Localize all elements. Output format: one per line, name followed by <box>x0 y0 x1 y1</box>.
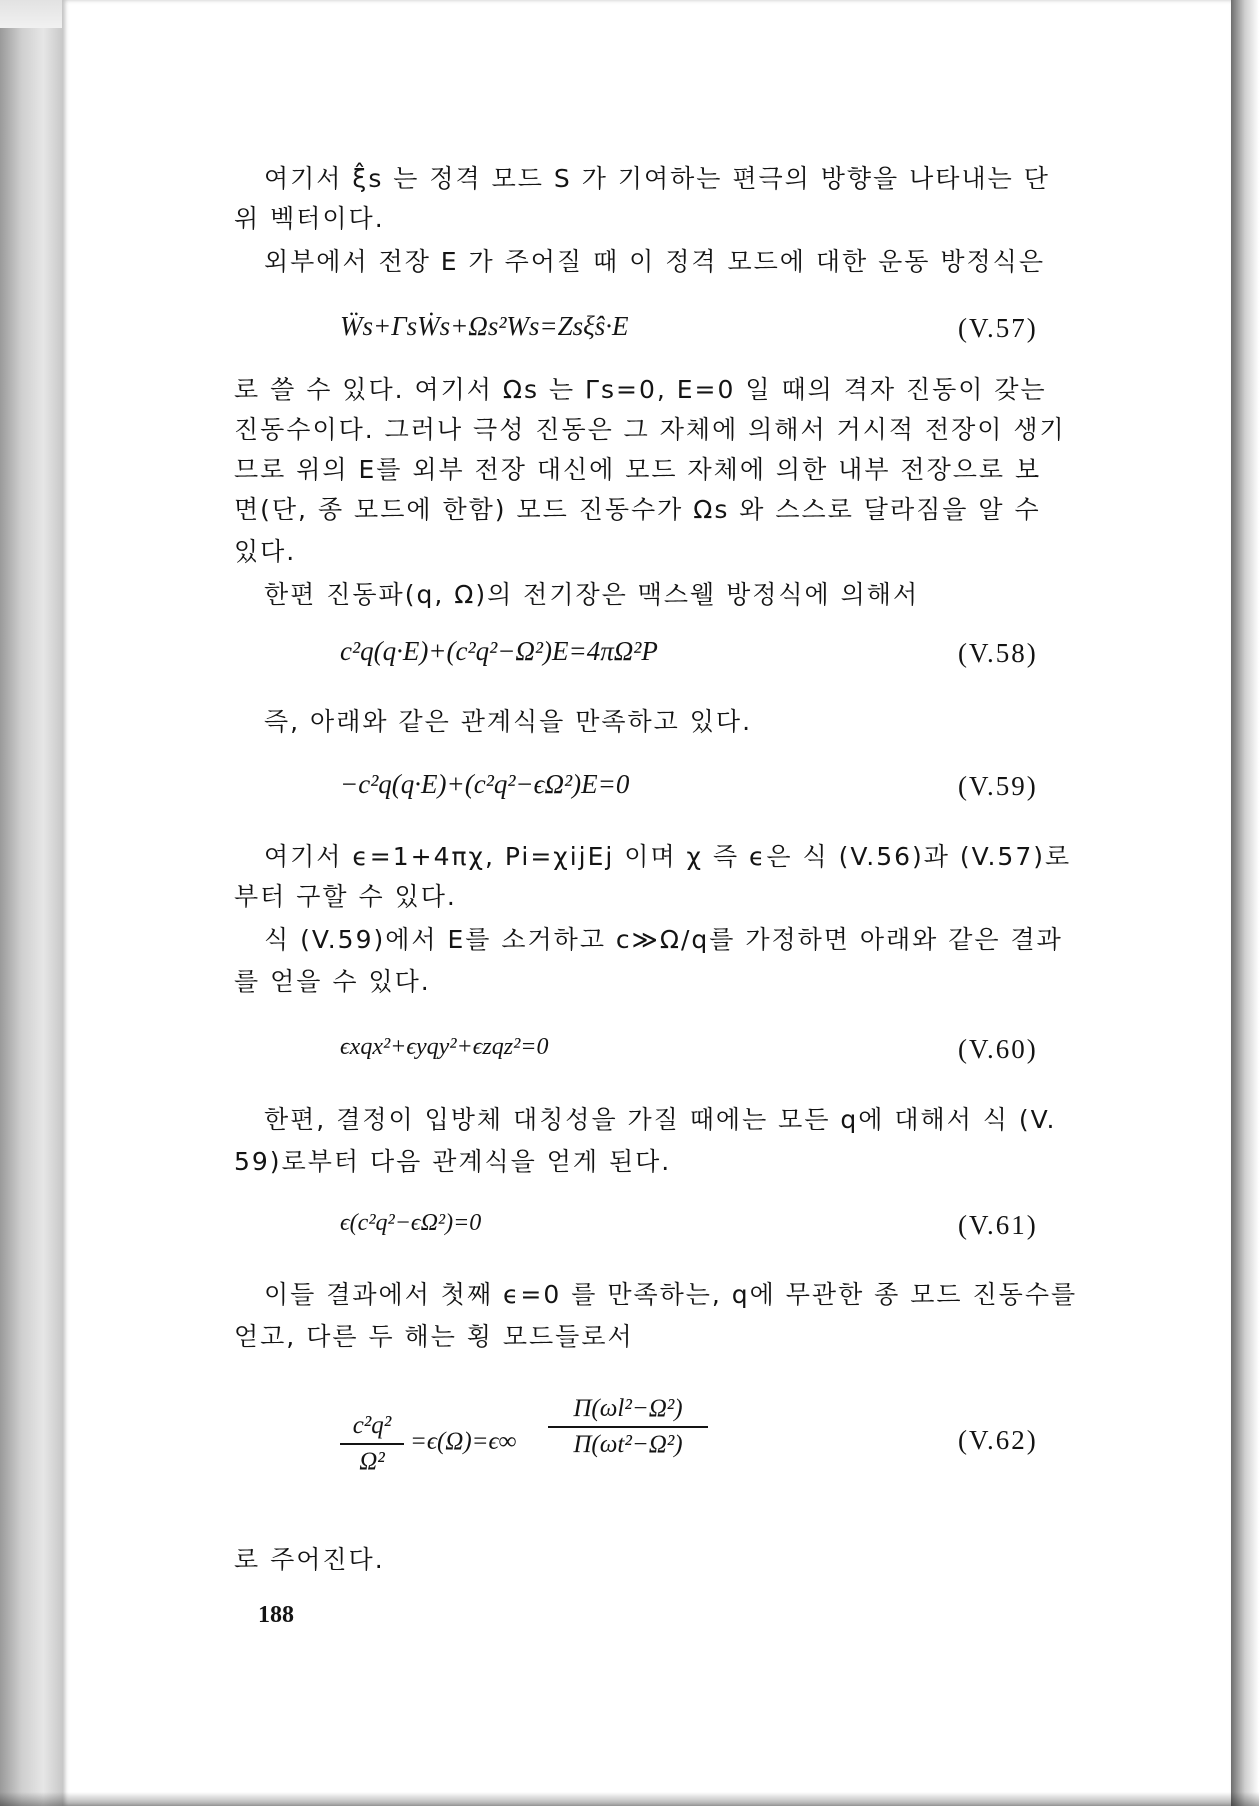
fraction-numerator: Π(ωl²−Ω²) <box>573 1395 683 1422</box>
equation-v59: −c²q(q·E)+(c²q²−ϵΩ²)E=0 <box>340 769 630 799</box>
fraction-bar <box>548 1426 708 1428</box>
fraction-denominator: Π(ωt²−Ω²) <box>573 1431 683 1458</box>
page-bottom-shadow <box>0 1792 1259 1806</box>
equation-number: (V.60) <box>958 1034 1038 1064</box>
paragraph-line: 위 벡터이다. <box>234 204 385 233</box>
paragraph-line: 식 (V.59)에서 E를 소거하고 c≫Ω/q를 가정하면 아래와 같은 결과 <box>264 925 1063 954</box>
paragraph-line: 있다. <box>234 537 297 566</box>
fraction-denominator: Ω² <box>359 1448 385 1475</box>
equation-number: (V.58) <box>958 638 1038 668</box>
paragraph-line: 외부에서 전장 E 가 주어질 때 이 정격 모드에 대한 운동 방정식은 <box>264 247 1045 276</box>
paragraph-line: 므로 위의 E를 외부 전장 대신에 모드 자체에 의한 내부 전장으로 보 <box>234 455 1042 484</box>
equation-v57: Ẅs+ΓsẆs+Ωs²Ws=Zsξ̂s·E <box>340 311 629 341</box>
page-number: 188 <box>258 1602 294 1628</box>
paragraph-line: 즉, 아래와 같은 관계식을 만족하고 있다. <box>264 707 753 736</box>
equation-v60: ϵxqx²+ϵyqy²+ϵzqz²=0 <box>340 1034 549 1060</box>
paragraph-line: 로 쓸 수 있다. 여기서 Ωs 는 Γs=0, E=0 일 때의 격자 진동이 갖는 <box>234 375 1047 404</box>
equation-v62-rhs-fraction <box>548 1395 708 1459</box>
fraction-bar <box>340 1443 404 1445</box>
paragraph-line: 면(단, 종 모드에 한함) 모드 진동수가 Ωs 와 스스로 달라짐을 알 수 <box>234 495 1041 524</box>
paragraph-line: 59)로부터 다음 관계식을 얻게 된다. <box>234 1147 672 1176</box>
paragraph-line: 여기서 ξ̂s 는 정격 모드 S 가 기여하는 편극의 방향을 나타내는 단 <box>264 164 1050 193</box>
paragraph-line: 부터 구할 수 있다. <box>234 882 457 911</box>
equation-number: (V.61) <box>958 1210 1038 1240</box>
paragraph-line: 한편 진동파(q, Ω)의 전기장은 맥스웰 방정식에 의해서 <box>264 580 920 609</box>
equation-v62-lhs-fraction <box>340 1412 404 1476</box>
paragraph-line: 한편, 결정이 입방체 대칭성을 가질 때에는 모든 q에 대해서 식 (V. <box>264 1105 1057 1134</box>
equation-v58: c²q(q·E)+(c²q²−Ω²)E=4πΩ²P <box>340 636 658 666</box>
page-right-edge <box>1231 0 1259 1806</box>
equation-number: (V.62) <box>958 1425 1038 1455</box>
paragraph-line: 여기서 ϵ=1+4πχ, Pi=χijEj 이며 χ 즉 ϵ은 식 (V.56)과 (V.57)로 <box>264 842 1072 871</box>
equation-v61: ϵ(c²q²−ϵΩ²)=0 <box>340 1210 482 1236</box>
paragraph-line: 로 주어진다. <box>234 1545 385 1574</box>
fraction-numerator: c²q² <box>352 1412 392 1439</box>
equation-v62-middle: =ϵ(Ω)=ϵ∞ <box>410 1428 517 1455</box>
paragraph-line: 를 얻을 수 있다. <box>234 967 431 996</box>
book-spine-edge <box>0 0 62 1806</box>
equation-number: (V.59) <box>958 771 1038 801</box>
book-top-edge <box>0 0 62 28</box>
paragraph-line: 이들 결과에서 첫째 ϵ=0 를 만족하는, q에 무관한 종 모드 진동수를 <box>264 1280 1078 1309</box>
paragraph-line: 얻고, 다른 두 해는 횡 모드들로서 <box>234 1322 634 1351</box>
equation-number: (V.57) <box>958 313 1038 343</box>
paragraph-line: 진동수이다. 그러나 극성 진동은 그 자체에 의해서 거시적 전장이 생기 <box>234 415 1066 444</box>
